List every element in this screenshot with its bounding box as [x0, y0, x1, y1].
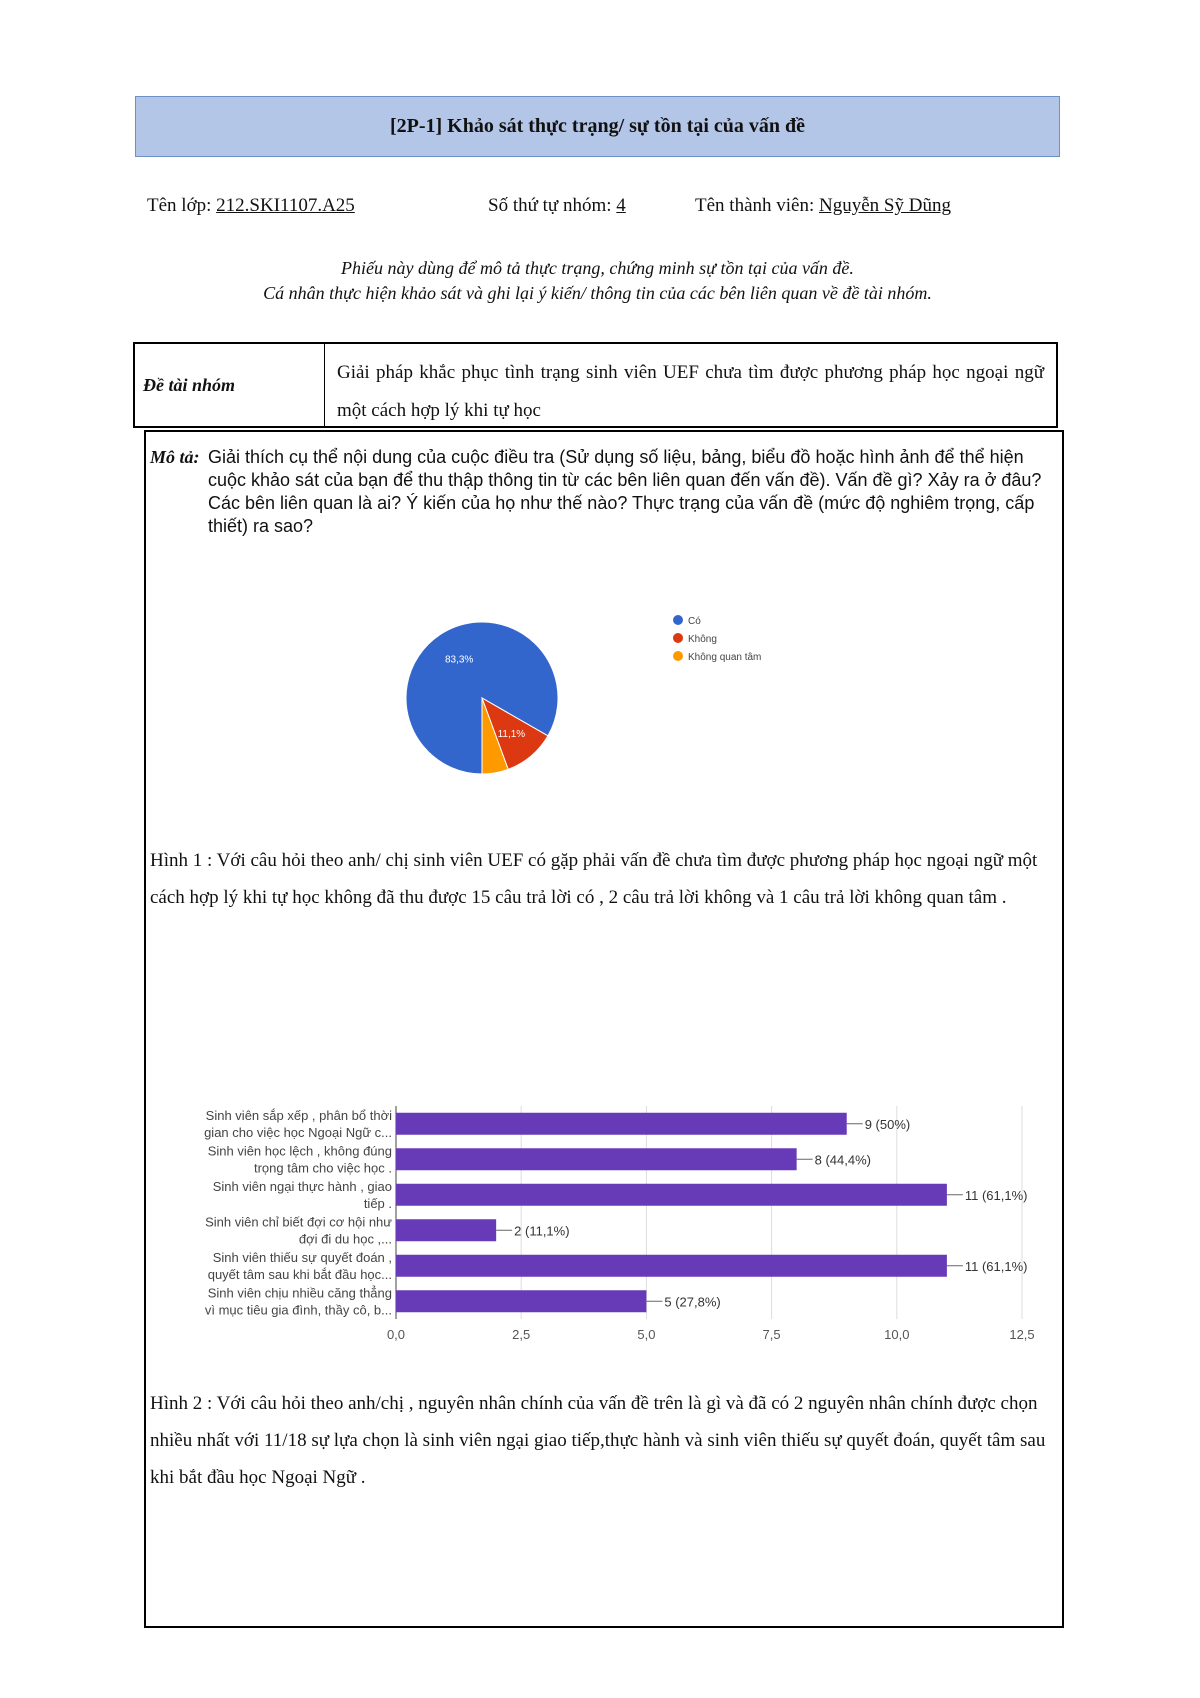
description-label: Mô tả: [150, 447, 200, 467]
bar-4 [396, 1255, 947, 1277]
category-label: vì mục tiêu gia đình, thầy cô, b... [204, 1302, 392, 1318]
x-tick-label: 2,5 [512, 1327, 531, 1342]
class-label: Tên lớp: [147, 195, 217, 216]
category-label: Sinh viên chịu nhiều căng thẳng [207, 1285, 392, 1301]
legend-marker [673, 633, 683, 643]
pie-chart [400, 606, 820, 806]
bar-data-label: 11 (61,1%) [964, 1258, 1028, 1274]
category-label: trọng tâm cho việc học . [253, 1160, 392, 1176]
x-tick-label: 5,0 [637, 1327, 656, 1342]
bar-2 [396, 1184, 947, 1206]
x-tick-label: 10,0 [884, 1327, 910, 1342]
bar-data-label: 11 (61,1%) [964, 1187, 1028, 1203]
bar-data-label: 5 (27,8%) [664, 1294, 721, 1310]
member-label: Tên thành viên: [695, 195, 819, 216]
category-label: Sinh viên học lệch , không đúng [207, 1143, 392, 1159]
group-info [488, 195, 626, 217]
category-label: gian cho việc học Ngoại Ngữ c... [204, 1124, 392, 1140]
class-info [147, 195, 355, 217]
intro-line-2: Cá nhân thực hiện khảo sát và ghi lại ý kiến/ thông tin của các bên liên quan về đề tài nhóm. [263, 283, 932, 303]
topic-label: Đề tài nhóm [135, 344, 325, 426]
bar-data-label: 8 (44,4%) [814, 1152, 872, 1168]
legend-label: Có [688, 616, 701, 627]
description-text: Giải thích cụ thể nội dung của cuộc điều tra (Sử dụng số liệu, bảng, biểu đồ hoặc hình ảnh để thể hiện cuộc khảo sát của bạn để thu thập thông tin từ các bên liên quan đến vấn đề). Vấn đề gì? Xảy ra ở đâu? Các bên liên quan là ai? Ý kiến của họ như thế nào? Thực trạng của vấn đề (mức độ nghiêm trọng, cấp thiết) ra sao? [208, 447, 1042, 536]
group-label: Số thứ tự nhóm: [488, 195, 617, 216]
member-value: Nguyễn Sỹ Dũng [819, 195, 951, 216]
x-tick-label: 0,0 [386, 1327, 406, 1342]
legend-marker [673, 615, 683, 625]
bar-chart [150, 1100, 1050, 1365]
pie-slice-label: 83,3% [444, 654, 474, 666]
category-label: đợi đi du học ,... [298, 1231, 392, 1247]
topic-table [133, 342, 1058, 428]
description [150, 446, 1050, 536]
pie-slice-label: 11,1% [497, 728, 526, 740]
bar-3 [396, 1219, 496, 1241]
x-tick-label: 12,5 [1009, 1327, 1035, 1342]
x-tick-label: 7,5 [762, 1327, 781, 1342]
category-label: Sinh viên chỉ biết đợi cơ hội như [205, 1214, 392, 1230]
category-label: Sinh viên sắp xếp , phân bổ thời [205, 1107, 392, 1123]
bar-0 [396, 1113, 847, 1135]
legend-label: Không [688, 634, 717, 645]
figure-1-caption: Hình 1 : Với câu hỏi theo anh/ chị sinh viên UEF có gặp phải vấn đề chưa tìm được phương pháp học ngoại ngữ một cách hợp lý khi tự học không đã thu được 15 câu trả lời có , 2 câu trả lời không và 1 câu trả lời không quan tâm . [150, 850, 1038, 908]
legend-marker [673, 651, 683, 661]
bar-1 [396, 1148, 797, 1170]
intro-line-1: Phiếu này dùng để mô tả thực trạng, chứng minh sự tồn tại của vấn đề. [341, 258, 854, 278]
group-value: 4 [616, 195, 626, 216]
bar-data-label: 2 (11,1%) [514, 1223, 570, 1239]
member-info [695, 195, 951, 217]
legend-label: Không quan tâm [688, 652, 762, 663]
topic-text: Giải pháp khắc phục tình trạng sinh viên UEF chưa tìm được phương pháp học ngoại ngữ một cách hợp lý khi tự học [337, 362, 1044, 421]
figure-2-caption: Hình 2 : Với câu hỏi theo anh/chị , nguyên nhân chính của vấn đề trên là gì và đã có 2 nguyên nhân chính được chọn nhiều nhất với 11/18 sự lựa chọn là sinh viên ngại giao tiếp,thực hành và sinh viên thiếu sự quyết đoán, quyết tâm sau khi bắt đầu học Ngoại Ngữ . [150, 1393, 1046, 1488]
category-label: quyết tâm sau khi bắt đầu học... [207, 1266, 392, 1282]
category-label: tiếp . [363, 1195, 392, 1211]
class-value: 212.SKI1107.A25 [216, 195, 355, 216]
category-label: Sinh viên ngại thực hành , giao [212, 1178, 392, 1194]
page-title: [2P-1] Khảo sát thực trạng/ sự tồn tại của vấn đề [135, 96, 1060, 157]
bar-data-label: 9 (50%) [864, 1116, 911, 1132]
category-label: Sinh viên thiếu sự quyết đoán , [212, 1249, 392, 1265]
bar-5 [396, 1290, 646, 1312]
